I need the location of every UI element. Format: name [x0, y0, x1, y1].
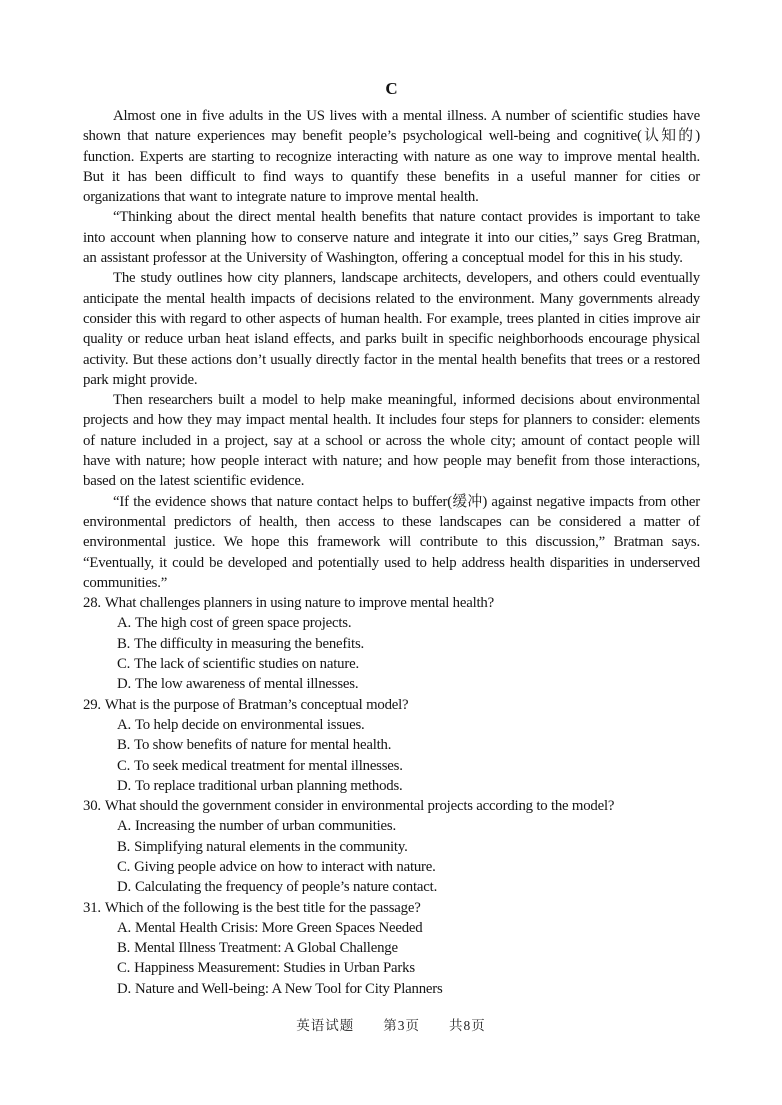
- section-label: C: [385, 79, 398, 98]
- question-31: [83, 898, 700, 999]
- page-footer: 英语试题 第3页 共8页: [296, 1018, 486, 1033]
- passage-paragraph-3: The study outlines how city planners, landscape architects, developers, and others could eventually anticipate the mental health impacts of decisions related to the environment. Many governments already consider this with regard to other aspects of human health. For example, trees planted in cities improve air quality or reduce urban heat island effects, and parks built in specific neighborhoods encourage physical activity. But these actions don’t usually directly factor in the mental health benefits that trees or a restored park might provide.: [83, 270, 700, 388]
- option-text: Increasing the number of urban communities.: [135, 818, 396, 835]
- option-label: C.: [117, 858, 131, 875]
- question-29: [83, 695, 700, 796]
- option-label: C.: [117, 656, 131, 673]
- option-31-a: [83, 918, 700, 938]
- question-text: Which of the following is the best title for the passage?: [104, 899, 421, 916]
- option-text: Nature and Well-being: A New Tool for City Planners: [135, 980, 443, 997]
- option-29-d: [83, 776, 700, 796]
- question-stem: [83, 695, 700, 715]
- question-number: 31.: [83, 899, 101, 916]
- option-text: Calculating the frequency of people’s nature contact.: [135, 879, 438, 896]
- question-text: What challenges planners in using nature to improve mental health?: [104, 595, 494, 612]
- option-label: A.: [117, 716, 131, 733]
- question-number: 28.: [83, 595, 101, 612]
- option-label: D.: [117, 980, 131, 997]
- option-31-c: [83, 958, 700, 978]
- option-text: Mental Illness Treatment: A Global Challenge: [134, 940, 398, 957]
- question-list: [83, 593, 700, 999]
- option-label: B.: [117, 635, 131, 652]
- option-30-a: [83, 816, 700, 836]
- option-label: D.: [117, 879, 131, 896]
- question-number: 30.: [83, 798, 101, 815]
- option-text: To show benefits of nature for mental health.: [134, 737, 392, 754]
- option-text: To seek medical treatment for mental illnesses.: [134, 757, 403, 774]
- passage-paragraph-5: “If the evidence shows that nature contact helps to buffer(缓冲) against negative impacts from other environmental predictors of health, then access to these landscapes can be considered a matter of environmental justice. We hope this framework will contribute to this discussion,” Bratman says. “Eventually, it could be developed and potentially used to help address health disparities in underserved communities.”: [83, 493, 700, 591]
- option-label: D.: [117, 676, 131, 693]
- option-30-d: [83, 877, 700, 897]
- option-28-a: [83, 613, 700, 633]
- option-label: B.: [117, 940, 131, 957]
- option-text: Simplifying natural elements in the community.: [134, 838, 408, 855]
- question-28: [83, 593, 700, 694]
- option-text: To replace traditional urban planning methods.: [135, 777, 403, 794]
- option-29-b: [83, 735, 700, 755]
- question-text: What is the purpose of Bratman’s conceptual model?: [104, 696, 409, 713]
- option-31-d: [83, 979, 700, 999]
- option-label: A.: [117, 615, 131, 632]
- option-28-d: [83, 674, 700, 694]
- reading-passage: [83, 106, 700, 593]
- option-text: Mental Health Crisis: More Green Spaces Needed: [135, 919, 423, 936]
- option-text: Giving people advice on how to interact with nature.: [134, 858, 436, 875]
- passage-paragraph-1: Almost one in five adults in the US lives with a mental illness. A number of scientific studies have shown that nature experiences may benefit people’s psychological well-being and cognitive(认知的) function. Experts are starting to recognize interacting with nature as one way to improve mental health. But it has been difficult to find ways to quantify these benefits in a useful manner for cities or organizations that want to integrate nature to improve mental health.: [83, 108, 700, 206]
- option-label: C.: [117, 757, 131, 774]
- option-text: The difficulty in measuring the benefits.: [134, 635, 365, 652]
- question-stem: [83, 593, 700, 613]
- passage-paragraph-4: Then researchers built a model to help make meaningful, informed decisions about environmental projects and how they may impact mental health. It includes four steps for planners to consider: elements of nature included in a project, say at a school or across the whole city; amount of contact people will have with nature; how people interact with nature; and how people may benefit from those interactions, based on the latest scientific evidence.: [83, 392, 700, 490]
- option-label: A.: [117, 919, 131, 936]
- option-text: The high cost of green space projects.: [135, 615, 352, 632]
- option-30-b: [83, 837, 700, 857]
- question-number: 29.: [83, 696, 101, 713]
- option-label: D.: [117, 777, 131, 794]
- question-stem: [83, 796, 700, 816]
- option-text: The lack of scientific studies on nature.: [134, 656, 359, 673]
- option-31-b: [83, 938, 700, 958]
- option-30-c: [83, 857, 700, 877]
- option-29-c: [83, 756, 700, 776]
- option-text: To help decide on environmental issues.: [135, 716, 365, 733]
- option-label: B.: [117, 737, 131, 754]
- option-label: A.: [117, 818, 131, 835]
- option-text: Happiness Measurement: Studies in Urban Parks: [134, 960, 415, 977]
- question-30: [83, 796, 700, 897]
- option-text: The low awareness of mental illnesses.: [135, 676, 359, 693]
- option-label: B.: [117, 838, 131, 855]
- option-29-a: [83, 715, 700, 735]
- question-text: What should the government consider in environmental projects according to the model?: [104, 798, 615, 815]
- passage-paragraph-2: “Thinking about the direct mental health benefits that nature contact provides is important to take into account when planning how to conserve nature and integrate it into our cities,” says Greg Bratman, an assistant professor at the University of Washington, offering a conceptual model for this in his study.: [83, 209, 700, 267]
- option-28-b: [83, 634, 700, 654]
- option-28-c: [83, 654, 700, 674]
- option-label: C.: [117, 960, 131, 977]
- question-stem: [83, 898, 700, 918]
